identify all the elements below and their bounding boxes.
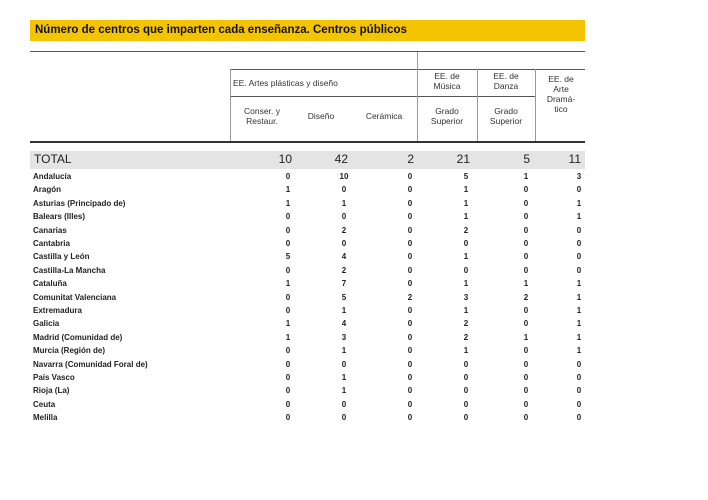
cell-value: 2 xyxy=(407,292,413,302)
header-conser-restaur: Conser. y Restaur. xyxy=(244,106,280,126)
header-sep-2 xyxy=(417,52,418,141)
cell-value: 1 xyxy=(285,279,291,289)
header-top-rule xyxy=(30,51,585,52)
cell-value: 0 xyxy=(576,373,582,382)
region-name: Madrid (Comunidad de) xyxy=(33,332,123,342)
cell-value: 1 xyxy=(463,252,469,262)
cell-value: 0 xyxy=(523,239,529,248)
cell-value: 10 xyxy=(339,172,349,181)
region-name: Aragón xyxy=(33,185,61,195)
cell-value: 2 xyxy=(523,292,529,302)
table-row xyxy=(30,398,585,411)
header-diseno: Diseño xyxy=(307,111,335,121)
cell-value: 0 xyxy=(576,185,582,195)
region-name: País Vasco xyxy=(33,373,75,382)
region-name: Murcia (Región de) xyxy=(33,346,106,356)
cell-value: 1 xyxy=(341,346,347,356)
cell-value: 0 xyxy=(285,399,291,409)
cell-value: 0 xyxy=(576,413,582,423)
table-row xyxy=(30,210,585,223)
cell-value: 7 xyxy=(341,279,347,289)
cell-value: 0 xyxy=(407,239,413,248)
cell-value: 0 xyxy=(407,346,413,356)
table-row xyxy=(30,304,585,317)
header-danza-grado-superior: Grado Superior xyxy=(489,106,523,126)
header-musica: EE. de Música xyxy=(433,71,461,91)
total-value: 10 xyxy=(278,152,292,166)
cell-value: 0 xyxy=(523,373,529,382)
table-row xyxy=(30,371,585,384)
total-value: 11 xyxy=(568,152,581,166)
cell-value: 1 xyxy=(285,332,291,342)
cell-value: 5 xyxy=(463,172,469,181)
header-group-rule xyxy=(230,69,585,70)
table-row xyxy=(30,183,585,196)
table-row xyxy=(30,344,585,357)
header-sep-3 xyxy=(477,69,478,141)
region-name: Castilla y León xyxy=(33,252,90,262)
cell-value: 1 xyxy=(285,185,291,195)
region-name: Rioja (La) xyxy=(33,386,70,396)
cell-value: 0 xyxy=(285,346,291,356)
table-row xyxy=(30,384,585,397)
cell-value: 0 xyxy=(285,265,291,275)
region-name: Andalucía xyxy=(33,172,72,181)
cell-value: 1 xyxy=(463,198,469,208)
cell-value: 0 xyxy=(407,386,413,396)
table-row xyxy=(30,291,585,304)
cell-value: 1 xyxy=(285,319,291,329)
cell-value: 0 xyxy=(576,239,582,248)
header-arte-dramatico: EE. de Arte Dramá- tico xyxy=(546,74,576,114)
table-row xyxy=(30,411,585,424)
cell-value: 0 xyxy=(576,265,582,275)
cell-value: 0 xyxy=(463,413,469,423)
cell-value: 0 xyxy=(523,306,529,315)
table-row xyxy=(30,264,585,277)
cell-value: 0 xyxy=(523,359,529,369)
cell-value: 1 xyxy=(463,212,469,222)
cell-value: 0 xyxy=(576,252,582,262)
header-musica-grado-superior: Grado Superior xyxy=(430,106,464,126)
cell-value: 3 xyxy=(463,292,469,302)
cell-value: 0 xyxy=(285,239,291,248)
region-name: Extremadura xyxy=(33,306,82,315)
cell-value: 1 xyxy=(576,198,582,208)
cell-value: 0 xyxy=(407,332,413,342)
region-name: Balears (Illes) xyxy=(33,212,86,222)
cell-value: 3 xyxy=(576,172,582,181)
cell-value: 0 xyxy=(523,212,529,222)
total-value: 42 xyxy=(334,152,348,166)
title-bar xyxy=(30,20,585,41)
header-artes-plasticas: EE. Artes plásticas y diseño xyxy=(233,78,338,88)
cell-value: 0 xyxy=(576,359,582,369)
header-sep-4 xyxy=(535,69,536,141)
cell-value: 4 xyxy=(341,319,347,329)
cell-value: 0 xyxy=(341,413,347,423)
total-value: 21 xyxy=(456,152,470,166)
cell-value: 0 xyxy=(285,225,291,235)
header-ceramica: Cerámica xyxy=(365,111,403,121)
cell-value: 0 xyxy=(407,319,413,329)
cell-value: 1 xyxy=(341,198,347,208)
cell-value: 0 xyxy=(463,265,469,275)
cell-value: 1 xyxy=(463,346,469,356)
region-name: Melilla xyxy=(33,413,58,423)
cell-value: 0 xyxy=(523,399,529,409)
cell-value: 0 xyxy=(407,172,413,181)
cell-value: 2 xyxy=(341,265,347,275)
cell-value: 0 xyxy=(463,359,469,369)
cell-value: 1 xyxy=(341,386,347,396)
cell-value: 1 xyxy=(341,306,347,315)
total-value: 5 xyxy=(523,152,530,166)
cell-value: 0 xyxy=(576,386,582,396)
total-value: 2 xyxy=(407,152,414,166)
cell-value: 0 xyxy=(285,413,291,423)
cell-value: 0 xyxy=(285,292,291,302)
table-row xyxy=(30,317,585,330)
cell-value: 0 xyxy=(407,359,413,369)
cell-value: 1 xyxy=(523,172,529,181)
cell-value: 2 xyxy=(463,225,469,235)
header-sep-1 xyxy=(230,69,231,141)
cell-value: 1 xyxy=(576,306,582,315)
cell-value: 0 xyxy=(285,306,291,315)
cell-value: 0 xyxy=(407,185,413,195)
cell-value: 0 xyxy=(407,373,413,382)
cell-value: 0 xyxy=(463,373,469,382)
header-sub-rule xyxy=(230,96,535,97)
cell-value: 2 xyxy=(463,332,469,342)
table-row xyxy=(30,250,585,263)
cell-value: 1 xyxy=(463,185,469,195)
total-label: TOTAL xyxy=(34,152,72,166)
cell-value: 0 xyxy=(407,399,413,409)
cell-value: 0 xyxy=(523,185,529,195)
cell-value: 0 xyxy=(407,252,413,262)
cell-value: 1 xyxy=(576,346,582,356)
cell-value: 0 xyxy=(341,399,347,409)
table-row xyxy=(30,170,585,183)
region-name: Comunitat Valenciana xyxy=(33,292,117,302)
cell-value: 0 xyxy=(576,399,582,409)
cell-value: 0 xyxy=(576,225,582,235)
region-name: Cantabria xyxy=(33,239,70,248)
cell-value: 0 xyxy=(407,225,413,235)
header-bottom-rule xyxy=(30,141,585,143)
cell-value: 0 xyxy=(285,373,291,382)
cell-value: 5 xyxy=(341,292,347,302)
cell-value: 0 xyxy=(285,359,291,369)
cell-value: 0 xyxy=(285,386,291,396)
cell-value: 0 xyxy=(463,399,469,409)
table-row xyxy=(30,331,585,344)
table-row xyxy=(30,277,585,290)
region-name: Navarra (Comunidad Foral de) xyxy=(33,359,148,369)
cell-value: 1 xyxy=(463,279,469,289)
cell-value: 0 xyxy=(285,212,291,222)
cell-value: 1 xyxy=(341,373,347,382)
cell-value: 1 xyxy=(576,319,582,329)
cell-value: 0 xyxy=(523,319,529,329)
cell-value: 0 xyxy=(341,239,347,248)
cell-value: 1 xyxy=(285,198,291,208)
cell-value: 0 xyxy=(407,279,413,289)
table-row xyxy=(30,358,585,371)
cell-value: 4 xyxy=(341,252,347,262)
cell-value: 0 xyxy=(407,212,413,222)
cell-value: 1 xyxy=(523,332,529,342)
cell-value: 0 xyxy=(523,225,529,235)
region-name: Galicia xyxy=(33,319,60,329)
cell-value: 2 xyxy=(463,319,469,329)
cell-value: 0 xyxy=(341,185,347,195)
cell-value: 5 xyxy=(285,252,291,262)
cell-value: 0 xyxy=(285,172,291,181)
table-title: Número de centros que imparten cada enseñanza. Centros públicos xyxy=(35,24,407,36)
cell-value: 0 xyxy=(407,306,413,315)
cell-value: 0 xyxy=(407,198,413,208)
cell-value: 0 xyxy=(523,386,529,396)
cell-value: 1 xyxy=(463,306,469,315)
cell-value: 0 xyxy=(463,239,469,248)
table-row xyxy=(30,237,585,250)
cell-value: 1 xyxy=(523,279,529,289)
cell-value: 1 xyxy=(576,292,582,302)
cell-value: 1 xyxy=(576,212,582,222)
table-row xyxy=(30,224,585,237)
cell-value: 3 xyxy=(341,332,347,342)
cell-value: 0 xyxy=(523,252,529,262)
region-name: Cataluña xyxy=(33,279,67,289)
header-danza: EE. de Danza xyxy=(493,71,519,91)
cell-value: 0 xyxy=(523,346,529,356)
region-name: Castilla-La Mancha xyxy=(33,265,106,275)
cell-value: 1 xyxy=(576,279,582,289)
cell-value: 0 xyxy=(341,359,347,369)
cell-value: 0 xyxy=(523,198,529,208)
cell-value: 0 xyxy=(407,265,413,275)
region-name: Asturias (Principado de) xyxy=(33,198,126,208)
cell-value: 0 xyxy=(523,265,529,275)
cell-value: 0 xyxy=(341,212,347,222)
cell-value: 0 xyxy=(523,413,529,423)
cell-value: 1 xyxy=(576,332,582,342)
cell-value: 2 xyxy=(341,225,347,235)
cell-value: 0 xyxy=(463,386,469,396)
cell-value: 0 xyxy=(407,413,413,423)
region-name: Ceuta xyxy=(33,399,56,409)
region-name: Canarias xyxy=(33,225,67,235)
table-row xyxy=(30,197,585,210)
